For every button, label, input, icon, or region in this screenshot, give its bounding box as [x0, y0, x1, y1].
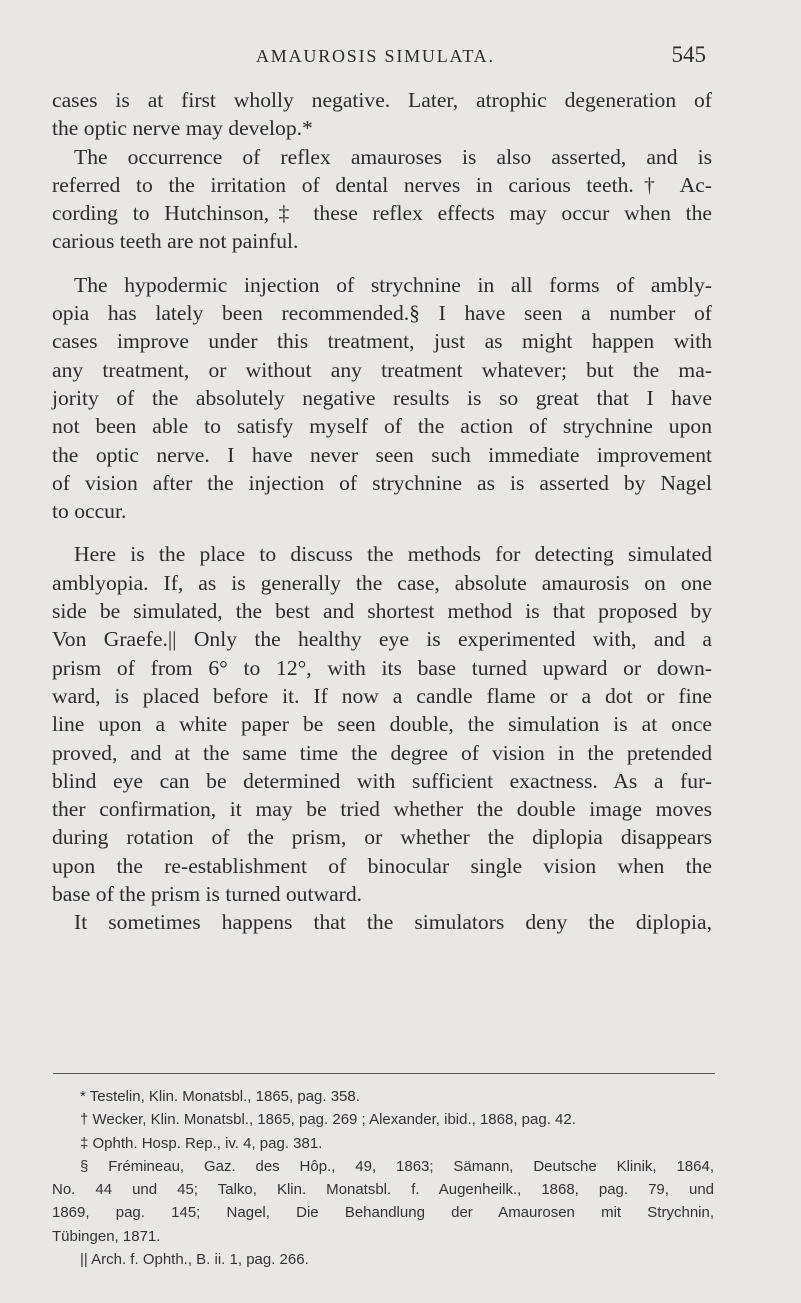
text-line: carious teeth are not painful. [52, 229, 299, 254]
text-line: amblyopia. If, as is generally the case, absolute amaurosis on one [52, 570, 712, 595]
text-line: cording to Hutchinson,‡ these reflex effects may occur when the [52, 201, 712, 226]
paragraph-gap [52, 256, 712, 271]
text-line: any treatment, or without any treatment whatever; but the ma- [52, 357, 712, 382]
text-line: the optic nerve. I have never seen such immediate improvement [52, 442, 712, 467]
footnote-continued: Tübingen, 1871. [52, 1227, 161, 1245]
text-line: during rotation of the prism, or whether the diplopia disappears [52, 825, 712, 850]
footnote-continued: No. 44 und 45; Talko, Klin. Monatsbl. f. Augenheilk., 1868, pag. 79, und [52, 1181, 714, 1199]
page-number: 545 [671, 42, 706, 67]
text-line: ward, is placed before it. If now a candle flame or a dot or fine [52, 683, 712, 708]
text-line: not been able to satisfy myself of the action of strychnine upon [52, 414, 712, 439]
paragraph [52, 271, 712, 526]
paragraph [52, 143, 712, 256]
text-line: jority of the absolutely negative results is so great that I have [52, 385, 712, 410]
footnote-rule [53, 1073, 715, 1074]
text-line: ther confirmation, it may be tried whether the double image moves [52, 797, 712, 822]
text-line: referred to the irritation of dental nerves in carious teeth.† Ac- [52, 172, 712, 197]
text-line: proved, and at the same time the degree of vision in the pretended [52, 740, 712, 765]
text-line: opia has lately been recommended.§ I have seen a number of [52, 301, 712, 326]
text-line: cases is at first wholly negative. Later, atrophic degeneration of [52, 88, 712, 112]
footnote: || Arch. f. Ophth., B. ii. 1, pag. 266. [80, 1251, 309, 1269]
footnote: * Testelin, Klin. Monatsbl., 1865, pag. 358. [80, 1088, 360, 1105]
paragraph [52, 908, 712, 936]
footnote: § Frémineau, Gaz. des Hôp., 49, 1863; Sämann, Deutsche Klinik, 1864, [80, 1157, 714, 1175]
paragraph-gap [52, 525, 712, 540]
footnotes [52, 1085, 714, 1271]
page-header [0, 42, 801, 72]
footnote: † Wecker, Klin. Monatsbl., 1865, pag. 269 ; Alexander, ibid., 1868, pag. 42. [80, 1111, 576, 1129]
text-line: upon the re-establishment of binocular single vision when the [52, 853, 712, 878]
text-line: side be simulated, the best and shortest method is that proposed by [52, 599, 712, 624]
text-line: the optic nerve may develop.* [52, 116, 313, 141]
text-line: line upon a white paper be seen double, the simulation is at once [52, 712, 712, 737]
footnote-continued: 1869, pag. 145; Nagel, Die Behandlung der Amaurosen mit Strychnin, [52, 1204, 714, 1222]
text-line: base of the prism is turned outward. [52, 882, 363, 907]
text-line: It sometimes happens that the simulators deny the diplopia, [74, 910, 712, 935]
text-line: cases improve under this treatment, just as might happen with [52, 329, 712, 354]
text-line: The hypodermic injection of strychnine in all forms of ambly- [74, 272, 712, 297]
footnote: ‡ Ophth. Hosp. Rep., iv. 4, pag. 381. [80, 1134, 323, 1152]
text-line: Here is the place to discuss the methods for detecting simulated [74, 542, 712, 567]
running-head: AMAUROSIS SIMULATA. [256, 46, 495, 66]
text-line: to occur. [52, 499, 127, 524]
paragraph [52, 540, 712, 908]
text-line: blind eye can be determined with sufficient exactness. As a fur- [52, 768, 712, 793]
paragraph [52, 86, 712, 143]
text-line: of vision after the injection of strychnine as is asserted by Nagel [52, 470, 712, 495]
text-line: The occurrence of reflex amauroses is also asserted, and is [74, 144, 712, 169]
text-line: prism of from 6° to 12°, with its base turned upward or down- [52, 655, 712, 680]
text-line: Von Graefe.|| Only the healthy eye is experimented with, and a [52, 627, 712, 652]
main-text [52, 86, 712, 937]
